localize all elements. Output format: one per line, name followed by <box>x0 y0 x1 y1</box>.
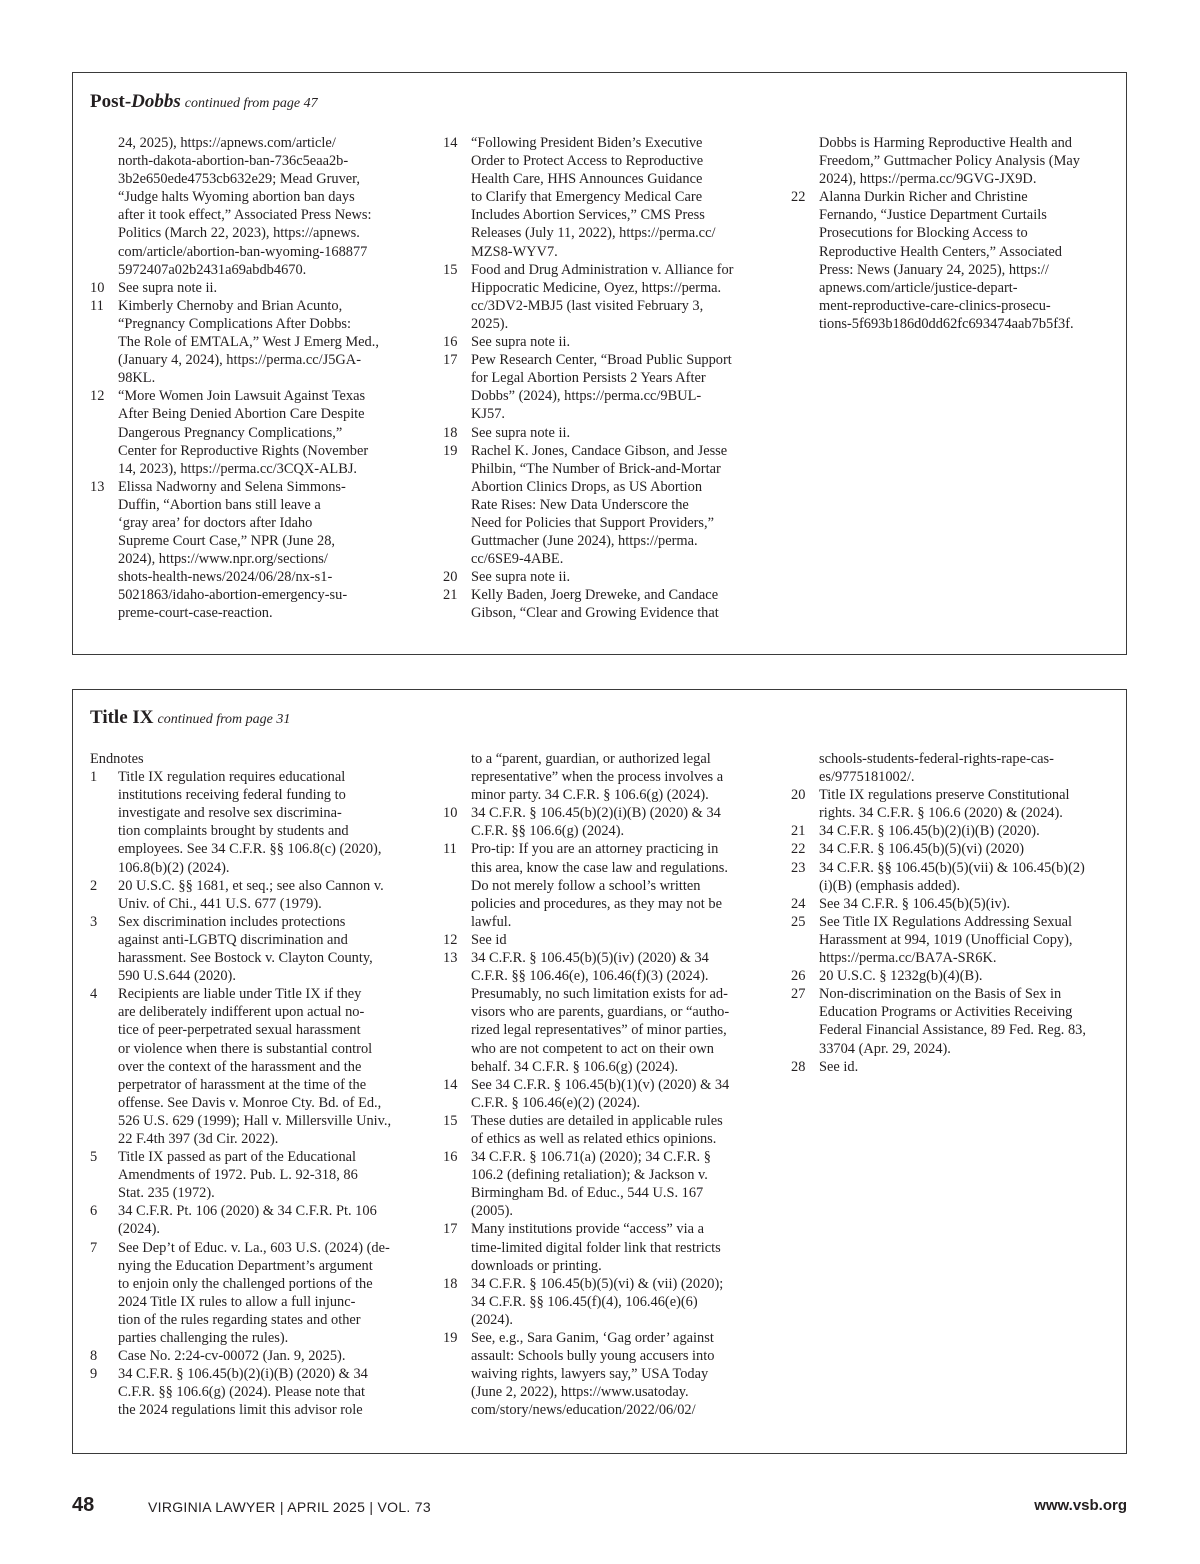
endnote-number: 1 <box>90 769 98 786</box>
column-1 <box>90 750 408 1419</box>
endnote-number: 22 <box>791 841 806 858</box>
endnote-item <box>443 1112 761 1148</box>
endnote-number: 21 <box>791 823 806 840</box>
endnote-number: 7 <box>90 1239 98 1256</box>
endnote-number: 23 <box>791 859 806 876</box>
endnotes-heading: Endnotes <box>90 751 144 767</box>
endnote-item <box>443 931 761 949</box>
carry-over-text: schools-students-federal-rights-rape-cas- es/9775181002/. <box>819 751 1054 786</box>
endnote-number: 3 <box>90 913 98 930</box>
endnote-number: 26 <box>791 968 806 985</box>
title-ix-endnotes-box <box>72 689 1127 1454</box>
endnote-number: 5 <box>90 1149 98 1166</box>
endnote-item <box>443 586 761 622</box>
carry-over-text: 24, 2025), https://apnews.com/article/ north-dakota-abortion-ban-736c5eaa2b- 3b2e650ede4753cb632e29; Mead Gruver, “Judge halts Wyoming abortion ban days after it took effect,” Associated Press News: Politics (March 22, 2023), https://apnews. com/article/abortion-ban-wyoming-168877 5972407a02b2431a69abdb4670. <box>118 135 372 278</box>
endnote-item <box>791 188 1109 333</box>
endnote-number: 15 <box>443 1112 458 1129</box>
endnote-text: See Title IX Regulations Addressing Sexual Harassment at 994, 1019 (Unofficial Copy), https://perma.cc/BA7A-SR6K. <box>819 913 1073 967</box>
endnote-item <box>443 949 761 1076</box>
endnote-item <box>90 387 408 477</box>
column-3 <box>791 750 1109 1076</box>
endnote-text: Pro-tip: If you are an attorney practicing in this area, know the case law and regulations. Do not merely follow a school’s written policies and procedures, as they may not be lawful. <box>471 841 728 930</box>
endnote-item <box>90 279 408 297</box>
endnote-text: Title IX passed as part of the Educational Amendments of 1972. Pub. L. 92-318, 86 Stat. 235 (1972). <box>118 1149 358 1202</box>
continued-from: continued from page 47 <box>184 96 318 111</box>
endnote-text: 34 C.F.R. §§ 106.45(b)(5)(vii) & 106.45(b)(2) (i)(B) (emphasis added). <box>819 859 1085 894</box>
endnote-item <box>443 1148 761 1220</box>
endnote-list <box>791 188 1109 333</box>
endnote-text: Elissa Nadworny and Selena Simmons- Duffin, “Abortion bans still leave a ‘gray area’ for doctors after Idaho Supreme Court Case,” NPR (June 28, 2024), https://www.npr.org/sections/ shots-health-news/2024/06/28/nx-s1- 5021863/idaho-abortion-emergency-su- preme-court-case-reaction. <box>118 478 348 622</box>
endnote-number: 19 <box>443 442 458 459</box>
endnote-item <box>443 1329 761 1419</box>
endnote-number: 17 <box>443 1221 458 1238</box>
endnote-text: See, e.g., Sara Ganim, ‘Gag order’ against assault: Schools bully young accusers into waiving rights, lawyers say,” USA Today (June 2, 2022), https://www.usatoday. com/story/news/education/2022/06/02/ <box>471 1330 715 1419</box>
endnote-text: These duties are detailed in applicable rules of ethics as well as related ethics opinions. <box>471 1112 723 1147</box>
endnote-number: 11 <box>90 297 104 314</box>
carry-over-text: Dobbs is Harming Reproductive Health and Freedom,” Guttmacher Policy Analysis (May 2024), https://perma.cc/9GVG-JX9D. <box>819 135 1080 188</box>
publication-info: VIRGINIA LAWYER | APRIL 2025 | VOL. 73 <box>148 1499 431 1515</box>
endnote-text: See 34 C.F.R. § 106.45(b)(5)(iv). <box>819 895 1011 912</box>
endnote-text: See supra note ii. <box>471 424 571 441</box>
endnote-text: “Following President Biden’s Executive Order to Protect Access to Reproductive Health Care, HHS Announces Guidance to Clarify that Emergency Medical Care Includes Abortion Services,” CMS Press Releases (July 11, 2022), https://perma.cc/ MZS8-WYV7. <box>471 135 716 260</box>
post-dobbs-endnotes-box <box>72 72 1127 655</box>
endnote-item <box>443 804 761 840</box>
endnote-number: 10 <box>443 805 458 822</box>
endnote-text: See id. <box>819 1058 859 1075</box>
column-3 <box>791 134 1109 333</box>
endnote-number: 13 <box>90 478 105 495</box>
endnote-item <box>443 568 761 586</box>
endnote-text: 34 C.F.R. § 106.45(b)(5)(vi) & (vii) (2020); 34 C.F.R. §§ 106.45(f)(4), 106.46(e)(6) (2024). <box>471 1275 724 1328</box>
endnote-number: 18 <box>443 1275 458 1292</box>
endnote-text: Title IX regulations preserve Constitutional rights. 34 C.F.R. § 106.6 (2020) & (2024). <box>819 787 1070 822</box>
endnote-number: 2 <box>90 877 98 894</box>
title-text: Title IX <box>90 707 154 728</box>
endnote-text: Food and Drug Administration v. Alliance for Hippocratic Medicine, Oyez, https://perma. cc/3DV2-MBJ5 (last visited February 3, 2025). <box>471 261 734 332</box>
endnote-number: 20 <box>791 787 806 804</box>
endnote-item <box>791 786 1109 822</box>
endnote-number: 19 <box>443 1330 458 1346</box>
endnote-text: 34 C.F.R. § 106.45(b)(2)(i)(B) (2020) & 34 C.F.R. §§ 106.6(g) (2024). <box>471 805 721 840</box>
endnote-text: Kelly Baden, Joerg Dreweke, and Candace Gibson, “Clear and Growing Evidence that <box>471 587 719 622</box>
endnote-item <box>90 478 408 623</box>
endnote-text: 20 U.S.C. §§ 1681, et seq.; see also Cannon v. Univ. of Chi., 441 U.S. 677 (1979). <box>118 877 384 912</box>
endnote-item <box>443 1076 761 1112</box>
endnote-item <box>443 424 761 442</box>
endnote-item <box>90 1347 408 1365</box>
endnote-item <box>791 967 1109 985</box>
endnote-text: Alanna Durkin Richer and Christine Fernando, “Justice Department Curtails Prosecutions for Blocking Access to Reproductive Health Centers,” Associated Press: News (January 24, 2025), https:// apnews.com/article/justice-depart- ment-reproductive-care-clinics-prosecu- tions-5f693b186d0dd62fc693474aab7b5f3f. <box>819 189 1074 332</box>
endnote-text: Kimberly Chernoby and Brian Acunto, “Pregnancy Complications After Dobbs: The Role of EMTALA,” West J Emerg Med., (January 4, 2024), https://perma.cc/J5GA- 98KL. <box>118 297 379 387</box>
page-number: 48 <box>72 1494 95 1516</box>
endnote-number: 8 <box>90 1348 98 1365</box>
endnote-number: 25 <box>791 913 806 930</box>
endnote-item <box>90 297 408 387</box>
endnote-text: Many institutions provide “access” via a time-limited digital folder link that restricts downloads or printing. <box>471 1221 721 1274</box>
endnote-text: 34 C.F.R. Pt. 106 (2020) & 34 C.F.R. Pt. 106 (2024). <box>118 1203 377 1238</box>
endnote-item <box>90 913 408 985</box>
endnote-text: See supra note ii. <box>471 334 571 351</box>
endnote-number: 22 <box>791 189 806 206</box>
page-footer <box>72 1494 1127 1524</box>
column-1 <box>90 134 408 623</box>
endnote-item <box>443 1275 761 1329</box>
endnote-item <box>443 261 761 333</box>
endnote-number: 24 <box>791 895 806 912</box>
endnote-item <box>443 134 761 261</box>
endnote-item <box>90 1239 408 1348</box>
endnote-text: Case No. 2:24-cv-00072 (Jan. 9, 2025). <box>118 1348 346 1365</box>
endnote-item <box>791 985 1109 1057</box>
endnote-list <box>90 768 408 1419</box>
endnote-number: 28 <box>791 1058 806 1075</box>
endnote-number: 21 <box>443 587 458 604</box>
column-2 <box>443 134 761 623</box>
endnote-number: 9 <box>90 1366 98 1383</box>
endnote-item <box>443 442 761 569</box>
endnote-number: 16 <box>443 334 458 351</box>
column-2 <box>443 750 761 1419</box>
endnote-number: 14 <box>443 1076 458 1093</box>
endnote-item <box>90 1148 408 1202</box>
title-prefix: Post- <box>90 91 132 112</box>
endnote-text: Rachel K. Jones, Candace Gibson, and Jesse Philbin, “The Number of Brick-and-Mortar Abortion Clinics Drops, as US Abortion Rate Rises: New Data Underscore the Need for Policies that Support Providers,” Guttmacher (June 2024), https://perma. cc/6SE9-4ABE. <box>471 442 728 568</box>
endnote-text: See supra note ii. <box>118 279 218 296</box>
endnote-item <box>90 1202 408 1238</box>
endnote-text: 34 C.F.R. § 106.45(b)(5)(vi) (2020) <box>819 841 1025 858</box>
endnote-text: 34 C.F.R. § 106.45(b)(2)(i)(B) (2020). <box>819 823 1040 840</box>
endnote-text: 20 U.S.C. § 1232g(b)(4)(B). <box>819 968 983 985</box>
endnote-text: Non-discrimination on the Basis of Sex in Education Programs or Activities Receiving Federal Financial Assistance, 89 Fed. Reg. 83, 33704 (Apr. 29, 2024). <box>819 986 1086 1057</box>
endnote-text: “More Women Join Lawsuit Against Texas After Being Denied Abortion Care Despite Dangerous Pregnancy Complications,” Center for Reproductive Rights (November 14, 2023), https://perma.cc/3CQX-ALBJ. <box>118 388 369 477</box>
website-link[interactable]: www.vsb.org <box>1034 1497 1127 1514</box>
endnote-number: 6 <box>90 1203 98 1220</box>
title-dobbs: Dobbs <box>131 91 181 112</box>
endnote-list <box>443 804 761 1419</box>
endnote-text: See id <box>471 931 507 948</box>
endnote-list <box>90 279 408 623</box>
endnote-number: 15 <box>443 261 458 278</box>
endnote-text: 34 C.F.R. § 106.71(a) (2020); 34 C.F.R. § 106.2 (defining retaliation); & Jackson v. Birmingham Bd. of Educ., 544 U.S. 167 (2005). <box>471 1149 711 1220</box>
endnote-item <box>90 768 408 877</box>
endnote-item <box>791 859 1109 895</box>
endnote-item <box>791 840 1109 858</box>
endnote-text: See Dep’t of Educ. v. La., 603 U.S. (2024) (de- nying the Education Department’s argument to enjoin only the challenged portions of the 2024 Title IX rules to allow a full injunc- tion of the rules regarding states and other parties challenging the rules). <box>118 1239 390 1346</box>
carry-over-text: to a “parent, guardian, or authorized legal representative” when the process involves a minor party. 34 C.F.R. § 106.6(g) (2024). <box>471 751 724 804</box>
endnote-number: 4 <box>90 986 98 1003</box>
endnote-list <box>791 786 1109 1076</box>
endnote-item <box>443 333 761 351</box>
endnote-number: 27 <box>791 986 806 1003</box>
endnote-item <box>791 1058 1109 1076</box>
endnote-text: See 34 C.F.R. § 106.45(b)(1)(v) (2020) & 34 C.F.R. § 106.46(e)(2) (2024). <box>471 1076 730 1111</box>
endnote-number: 20 <box>443 569 458 586</box>
endnote-number: 17 <box>443 352 458 369</box>
endnote-item <box>443 351 761 423</box>
endnote-text: Pew Research Center, “Broad Public Support for Legal Abortion Persists 2 Years After Dobbs” (2024), https://perma.cc/9BUL- KJ57. <box>471 352 732 423</box>
endnote-item <box>90 1365 408 1419</box>
endnote-item <box>443 840 761 930</box>
endnote-text: Title IX regulation requires educational institutions receiving federal funding to investigate and resolve sex discrimina- tion complaints brought by students and employees. See 34 C.F.R. §§ 106.8(c) (2020), 106.8(b)(2) (2024). <box>118 769 382 876</box>
endnote-number: 12 <box>443 931 458 948</box>
endnote-number: 16 <box>443 1149 458 1166</box>
endnote-item <box>791 913 1109 967</box>
box-title <box>90 707 290 729</box>
endnote-item <box>90 985 408 1148</box>
endnote-number: 12 <box>90 388 105 405</box>
endnote-number: 13 <box>443 950 458 967</box>
endnote-number: 18 <box>443 424 458 441</box>
endnote-list <box>443 134 761 623</box>
continued-from: continued from page 31 <box>157 712 291 727</box>
endnote-text: See supra note ii. <box>471 569 571 586</box>
endnote-text: Sex discrimination includes protections against anti-LGBTQ discrimination and harassment. See Bostock v. Clayton County, 590 U.S.644 (2020). <box>118 913 373 985</box>
endnote-number: 11 <box>443 841 457 858</box>
endnote-item <box>791 895 1109 913</box>
endnote-item <box>90 877 408 913</box>
box-title <box>90 91 318 113</box>
endnote-number: 14 <box>443 135 458 151</box>
endnote-number: 10 <box>90 279 105 296</box>
endnote-text: 34 C.F.R. § 106.45(b)(2)(i)(B) (2020) & 34 C.F.R. §§ 106.6(g) (2024). Please note that the 2024 regulations limit this advisor role <box>118 1366 368 1419</box>
endnote-item <box>443 1220 761 1274</box>
endnote-text: Recipients are liable under Title IX if they are deliberately indifferent upon actual no- tice of peer-perpetrated sexual harassment or violence when there is substantial control over the context of the harassment and the perpetrator of harassment at the time of the offense. See Davis v. Monroe Cty. Bd. of Ed., 526 U.S. 629 (1999); Hall v. Millersville Univ., 22 F.4th 397 (3d Cir. 2022). <box>118 986 392 1147</box>
endnote-text: 34 C.F.R. § 106.45(b)(5)(iv) (2020) & 34 C.F.R. §§ 106.46(e), 106.46(f)(3) (2024). Presumably, no such limitation exists for ad- visors who are parents, guardians, or “autho- rized legal representatives” of minor parties, who are not competent to act on their own behalf. 34 C.F.R. § 106.6(g) (2024). <box>471 950 730 1075</box>
endnote-item <box>791 822 1109 840</box>
